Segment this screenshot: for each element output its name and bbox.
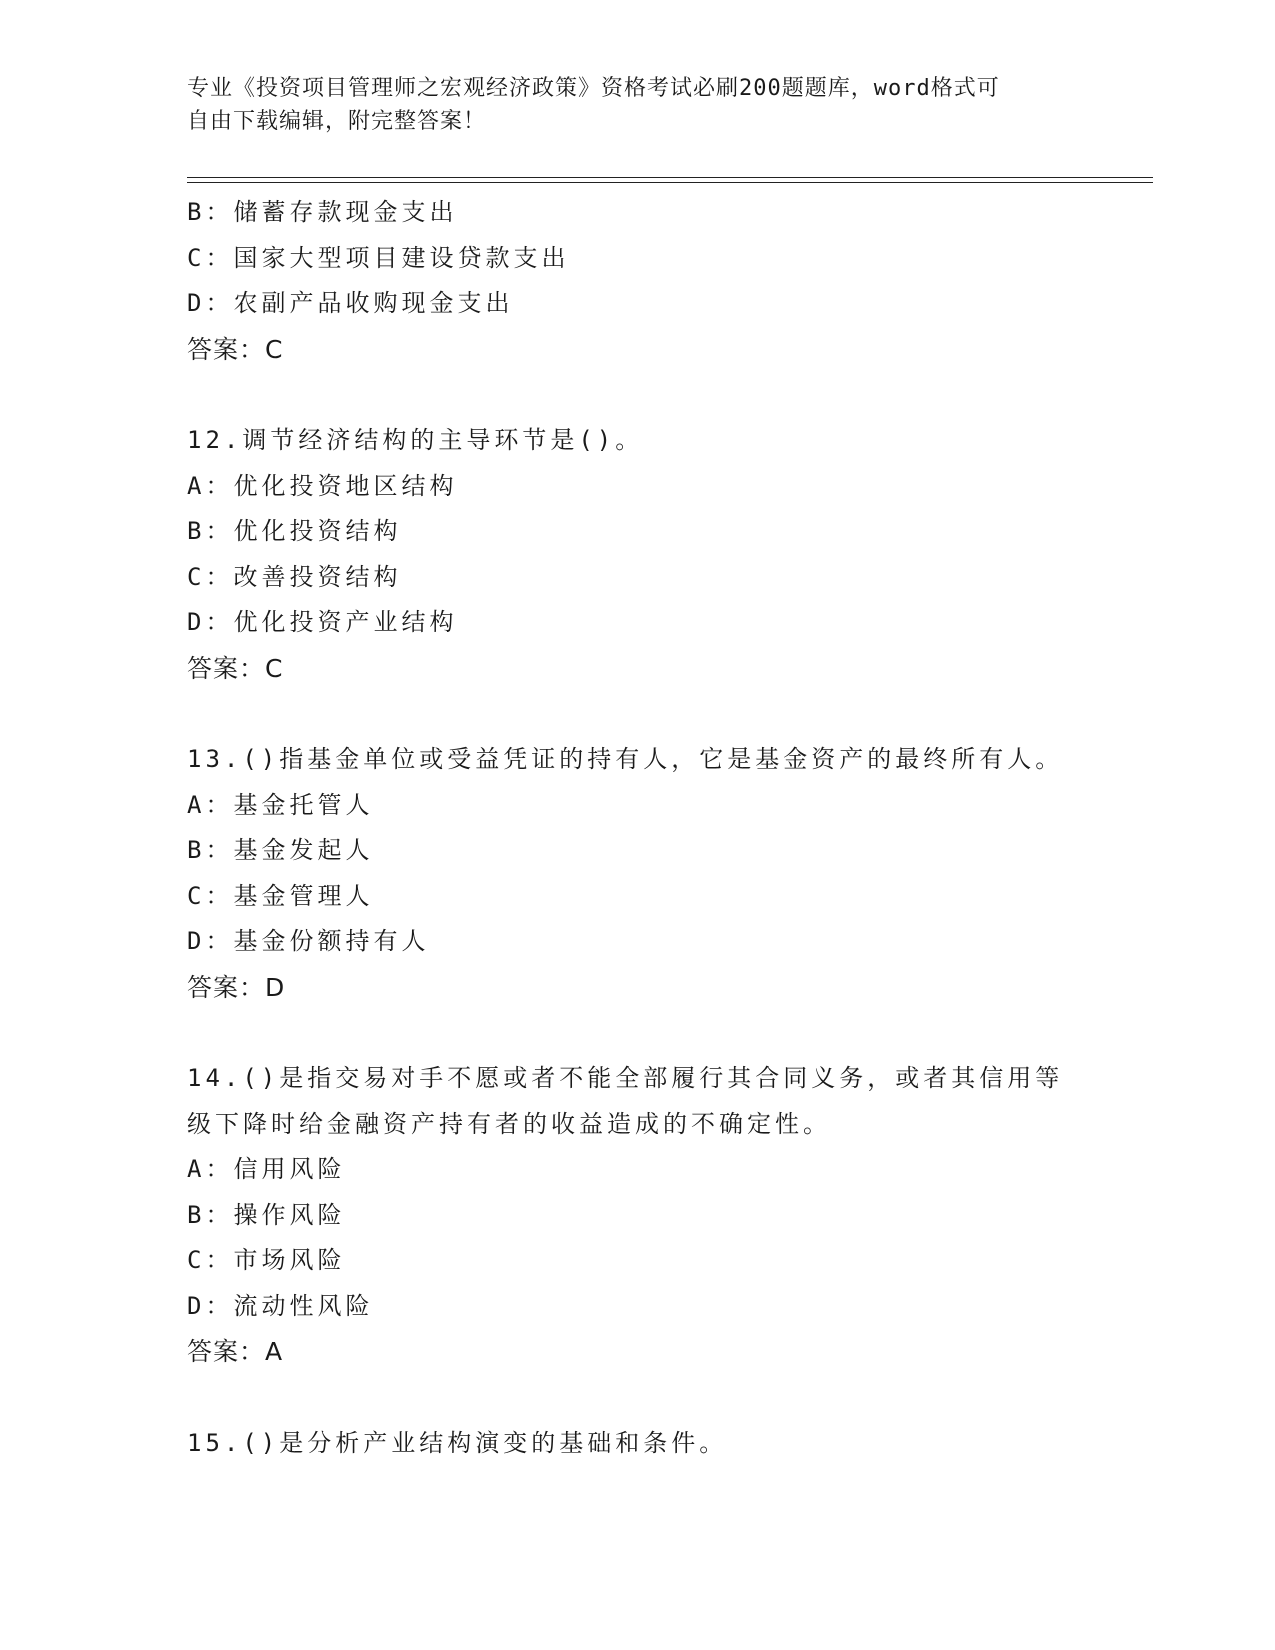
question-block-15 [187, 1421, 1087, 1467]
option-b: B：操作风险 [187, 1200, 346, 1229]
option-a: A：基金托管人 [187, 790, 374, 819]
option-d: D：流动性风险 [187, 1291, 374, 1320]
header-line-1: 专业《投资项目管理师之宏观经济政策》资格考试必刷200题题库，word格式可 [187, 76, 1000, 101]
spacer [187, 1010, 1087, 1056]
answer: 答案：C [187, 334, 284, 364]
option-b: B：储蓄存款现金支出 [187, 198, 458, 226]
option-d: D：基金份额持有人 [187, 927, 430, 955]
option-b: B：优化投资结构 [187, 517, 402, 545]
question-text: 15.()是分析产业结构演变的基础和条件。 [187, 1428, 728, 1457]
option-d: D：农副产品收购现金支出 [187, 289, 514, 317]
answer: 答案：D [187, 972, 286, 1002]
spacer [187, 1375, 1087, 1421]
option-a: A：信用风险 [187, 1155, 346, 1183]
option-b: B：基金发起人 [187, 836, 374, 864]
question-text: 13.()指基金单位或受益凭证的持有人，它是基金资产的最终所有人。 [187, 745, 1064, 773]
header-line-2: 自由下载编辑，附完整答案！ [187, 109, 487, 134]
question-text: 12.调节经济结构的主导环节是()。 [187, 426, 644, 454]
answer: 答案：A [187, 1337, 284, 1366]
option-a: A：优化投资地区结构 [187, 471, 458, 500]
question-text-line-1: 14.()是指交易对手不愿或者不能全部履行其合同义务，或者其信用等 [187, 1064, 1064, 1092]
answer: 答案：C [187, 653, 284, 683]
question-block-13 [187, 737, 1087, 1010]
document-header [187, 72, 1067, 138]
option-c: C：改善投资结构 [187, 562, 402, 591]
question-list [187, 190, 1087, 1466]
question-text-line-2: 级下降时给金融资产持有者的收益造成的不确定性。 [187, 1109, 831, 1138]
question-block-11 [187, 190, 1087, 372]
option-c: C：市场风险 [187, 1246, 346, 1274]
spacer [187, 691, 1087, 737]
question-block-12 [187, 418, 1087, 691]
header-divider-top [187, 177, 1153, 178]
option-d: D：优化投资产业结构 [187, 608, 458, 636]
header-divider-bottom [187, 182, 1153, 183]
option-c: C：基金管理人 [187, 881, 374, 910]
option-c: C：国家大型项目建设贷款支出 [187, 243, 570, 272]
question-block-14 [187, 1056, 1087, 1375]
spacer [187, 372, 1087, 418]
